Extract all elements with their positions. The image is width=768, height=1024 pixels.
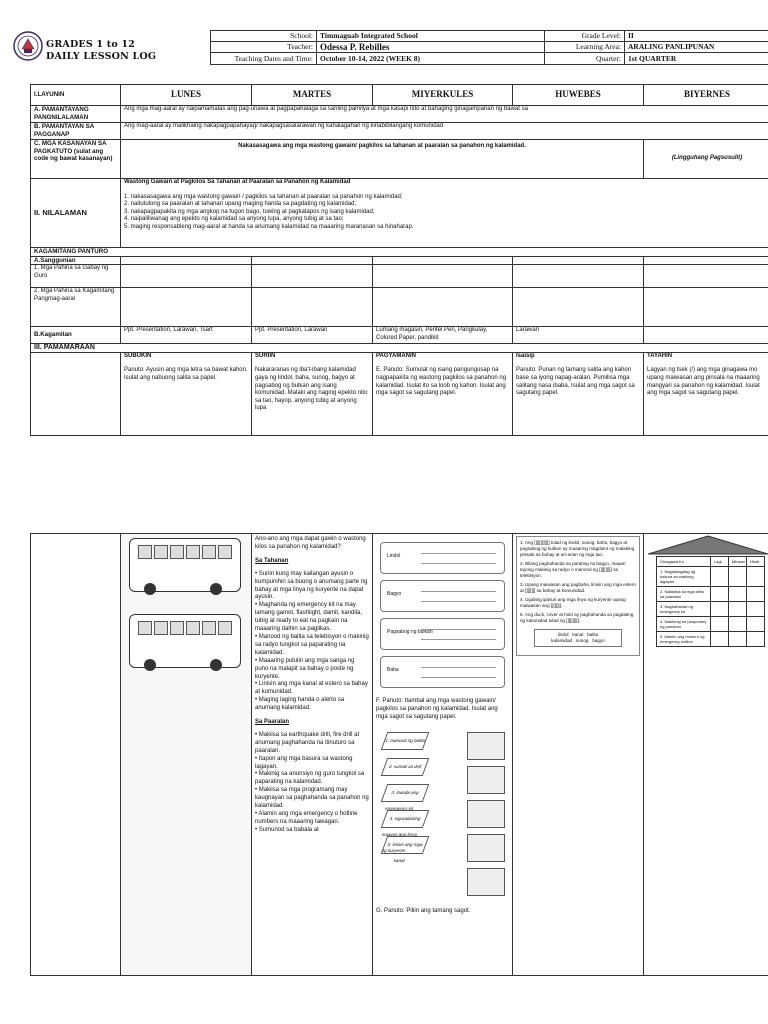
dates-label: Teaching Dates and Time: — [211, 53, 317, 65]
day-huwebes: HUWEBES — [513, 85, 644, 106]
teacher-label: Teacher: — [211, 42, 317, 53]
calamity-box — [380, 542, 505, 574]
choice: kalamidad — [551, 638, 573, 643]
choice: bagyo — [592, 638, 605, 643]
checklist-row: 1. Nagdadagdag ng basura sa wastong lagayan — [657, 567, 711, 587]
choice: sunog — [575, 638, 589, 643]
kasanayan-text: Nakasasagawa ang mga wastong gawain/ pagkilos sa tahanan at paaralan sa panahon ng kalamidad. — [121, 140, 644, 179]
nilalaman-label: II. NILALAMAN — [31, 179, 121, 248]
matching-item: 3. ihanda ang emergency kit — [381, 784, 430, 802]
proc-biyernes — [644, 352, 768, 435]
paaralan-item: • Makinig sa anunsiyo ng guro tungkol sa paparating na kalamidad. — [255, 771, 365, 786]
gabay-label: 1. Mga Pahina sa Gabay ng Guro — [31, 265, 121, 288]
nilalaman-title: Wastong Gawain at Pagkilos Sa Tahanan at Paaralan sa Panahon ng Kalamidad — [124, 179, 351, 185]
box-label: Bagyo — [387, 591, 402, 597]
box-label: Baha — [387, 667, 399, 673]
kagamitan-lunes: Ppt. Presentation, Larawan, Tsart — [121, 327, 252, 344]
proc-text: Panuto: Ayusin ang mga letra sa bawat kahon. Isulat ang nabuong salita sa papel. — [124, 367, 248, 381]
calamity-box — [380, 580, 505, 612]
proc-title: Isaisip — [516, 352, 535, 359]
proc-title: SUBUKIN — [124, 352, 152, 359]
pamantayan-pagganap-label: B. PAMANTAYAN SA PAGGANAP — [31, 123, 121, 140]
nilalaman-item: 2. naitutulong sa paaralan at tahanan upang maging handa sa pagdating ng kalamidad; — [124, 201, 357, 208]
pamamaraan-label: III. PAMAMARAAN — [31, 344, 768, 353]
proc-title: SURIIN — [255, 352, 276, 359]
nilalaman-item: 1. nakasasagawa ang mga wastong gawain / pagkilos sa tahanan at paaralan sa panahon ng kalamidad; — [124, 193, 403, 200]
grade-value: II — [625, 31, 768, 42]
proc-text: Nakararanas ng iba't-ibang kalamidad gaya ng lindol, baha, sunog, bagyo at pagsabog ng bulkan ang isang komunidad. Malaki ang naging epekto nito sa tao, hayop, anyong tubig at anyong lupa — [255, 367, 368, 412]
title-line-1: GRADES 1 to 12 — [46, 39, 135, 50]
matching-picture — [467, 834, 505, 862]
teacher-value: Odessa P. Rebilles — [317, 42, 545, 53]
quarter-value: 1st QUARTER — [625, 53, 768, 65]
paaralan-item: • Sumunod sa babala at — [255, 826, 319, 833]
miyerkules-activities — [373, 534, 513, 976]
paaralan-item: • Makiisa sa mga programang may kaugnayan sa paghahanda sa panahon ng kalamidad. — [255, 787, 369, 810]
word-choices — [534, 629, 622, 647]
title-line-2: DAILY LESSON LOG — [46, 51, 157, 62]
kagamitan-huwebes: Larawan — [513, 327, 644, 344]
checklist-row: 2. Nakikiisa sa mga drills sa paaralan — [657, 587, 711, 602]
matching-activity — [376, 728, 509, 908]
day-martes: MARTES — [252, 85, 373, 106]
choice: kanal — [572, 632, 584, 637]
proc-text: Lagyan ng tsek (/) ang mga ginagawa mo upang maiwasan ang pinsala na maaaring mangyari sa panahon ng kalamidad. Isulat ang mga sagot sa sagutang papel. — [647, 367, 760, 397]
matching-picture — [467, 868, 505, 896]
proc-martes — [252, 352, 373, 435]
proc-title: PAGYAMANIN — [376, 352, 417, 359]
sanggunian-label: A.Sanggunian — [31, 256, 121, 265]
matching-item: 4. siguraduhing maayos ang linya ng kuryente — [381, 810, 430, 828]
kagamitan-martes: Ppt. Presentation, Larawan — [252, 327, 373, 344]
proc-title: TAYAHIN — [647, 352, 673, 359]
layunin-label: I.LAYUNIN — [31, 85, 121, 106]
tahanan-item: • Suriin kung may kailangan ayusin o kumpunihin sa buong o anumang parte ng bahay at mga linya ng kuryente na dapat ayusin. — [255, 570, 368, 601]
bus-illustration — [129, 538, 241, 592]
lingguhang-pagsusulit: (Lingguhang Pagsusulit) — [644, 140, 768, 179]
box-label: Lindol — [387, 553, 401, 559]
tahanan-item: • Maaaring putulin ang mga sanga ng puno na malapit sa bahay o poste ng kuryente. — [255, 657, 355, 680]
proc-lunes — [121, 352, 252, 435]
area-value: ARALING PANLIPUNAN — [625, 42, 768, 53]
kasanayan-label: C. MGA KASANAYAN SA PAGKATUTO (sulat ang code ng bawat kasanayan) — [31, 140, 121, 179]
huwebes-activities — [513, 534, 644, 976]
header-info-table — [210, 30, 768, 65]
activities-table — [30, 533, 768, 976]
grade-label: Grade Level: — [545, 31, 625, 42]
deped-seal-icon — [13, 31, 43, 61]
day-miyerkules: MIYERKULES — [373, 85, 513, 106]
paaralan-item: • Makiisa sa earthquake drill, fire drill at anumang paghahanda na itinuturo sa paaralan. — [255, 731, 360, 754]
bus-illustration — [129, 614, 241, 668]
proc-text: E. Panuto: Sumulat ng isang pangungusap na nagpapakita ng wastong pagkilos sa panahon ng kalamidad. Isulat ito sa loob ng kahon. Isulat ang mga sagot sa sagutang papel. — [376, 367, 507, 397]
martes-activities — [252, 534, 373, 976]
tahanan-item: • Maging laging handa o alerto sa anumang kalamidad. — [255, 697, 345, 712]
checklist-row: 5. Alamin ang numero ng emergency hotline — [657, 632, 711, 647]
matching-item: 5. linisin ang mga kanal — [381, 836, 430, 854]
col-head: Minsan — [729, 557, 747, 567]
choice: lindol — [557, 632, 569, 637]
paaralan-item: • Itapon ang mga basura sa wastong lagayan. — [255, 755, 353, 770]
isaisip-item: 2. Bilang paghahanda sa parating na bagyo, maaari tayong makinig sa radyo o manood ng [][][][][] sa telebisyon. — [520, 561, 626, 578]
kagamitang-panturo-label: KAGAMITANG PANTURO — [31, 248, 768, 257]
proc-miyerkules — [373, 352, 513, 435]
pamantayang-pangnilalaman-text: Ang mga mag-aaral ay naipamamalas ang pag-unawa at pagpapahalaga sa sariling pamilya at mga kasapi nito at bahaging ginagampanan ng bawat sa — [121, 106, 768, 123]
school-value: Timmaguab Integrated School — [317, 31, 545, 42]
isaisip-item: 1. Ang [][][][][][] tulad ng lindol, sunog, baha, bagyo at pagsabog ng bulkan ay maaaring magdulot ng malaking pinsala sa buhay at ari-arian ng mga tao. — [520, 540, 635, 557]
paaralan-heading: Sa Paaralan — [255, 719, 290, 726]
matching-picture — [467, 766, 505, 794]
quarter-label: Quarter: — [545, 53, 625, 65]
f-panuto: F. Panuto: Itambal ang mga wastong gawain/ pagkilos sa panahon ng kalamidad. Isulat ang mga sagot sa sagutang papel. — [376, 698, 498, 720]
choice: balita — [587, 632, 599, 637]
school-label: School: — [211, 31, 317, 42]
matching-picture — [467, 732, 505, 760]
checklist-row: 4. Nakikinig sa (ampunan) ng panahon — [657, 617, 711, 632]
nilalaman-item: 4. naipaliliwanag ang epekto ng kalamidad sa anyong lupa, anyong tubig at sa tao; — [124, 216, 344, 223]
tahanan-heading: Sa Tahanan — [255, 557, 289, 564]
dll-title — [46, 39, 156, 63]
area-label: Learning Area: — [545, 42, 625, 53]
dates-value: October 10-14, 2022 (WEEK 8) — [317, 53, 545, 65]
isaisip-item: 3. Upang maiwasan ang pagbaha, linisin ang mga estero at [][][][] sa bahay at komunidad. — [520, 582, 636, 593]
lesson-log-table — [30, 84, 768, 436]
pangmag-label: 2. Mga Pahina sa Kagamitang Pangmag-aaral — [31, 288, 121, 327]
isaisip-item: 4. Ugaliing ipasuri ang mga linya ng kuryente upang maiwasan ang [][][][]. — [520, 597, 626, 608]
calamity-box — [380, 656, 505, 688]
checklist-table — [656, 556, 765, 647]
day-biyernes: BIYERNES — [644, 85, 768, 106]
biyernes-activities — [644, 534, 768, 976]
nilalaman-item: 3. nakapagpapakita ng mga angkop na tugon bago, tuwing at pagkatapos ng isang kalamidad; — [124, 208, 375, 215]
calamity-box — [380, 618, 505, 650]
g-panuto: G. Panuto: Piliin ang tamang sagot. — [376, 907, 471, 914]
nilalaman-item: 5. maging responsableng mag-aaral at handa sa anumang kalamidad na maaaring maranasan sa hinaharap. — [124, 223, 414, 230]
matching-picture — [467, 800, 505, 828]
tahanan-item: • Linisin ang mga kanal at estero sa bahay at komunidad. — [255, 681, 368, 696]
day-lunes: LUNES — [121, 85, 252, 106]
kagamitan-label: B.Kagamitan — [31, 327, 121, 344]
paaralan-item: • Alamin ang mga emergency o hotline numbers na maaaring tawagan. — [255, 811, 358, 825]
checklist-row: 3. Naghahanda ng emergency kit — [657, 602, 711, 617]
house-roof-icon — [648, 534, 768, 556]
col-head: Ginagawa Ko — [657, 557, 711, 567]
proc-huwebes — [513, 352, 644, 435]
kagamitan-biyernes — [644, 327, 768, 344]
nilalaman-content — [121, 179, 768, 248]
tahanan-item: • Manood ng balita sa telebisyon o makinig sa radyo tungkol sa paparating na kalamidad. — [255, 633, 369, 656]
tahanan-item: • Maghanda ng emergency kit na may lamang gamot, flashlight, damit, kandila, tubig at ready to eat na pagkain na maaaring dalhin sa paglikas. — [255, 602, 363, 633]
isaisip-item: 5. Ang duck, cover at hold ay paghahanda sa pagdating ng kalamidad tulad ng [][][][][]. — [520, 612, 634, 623]
matching-item: 2. sumali sa drill — [381, 758, 430, 776]
bus-illustrations — [121, 534, 252, 976]
box-label: Pagsabog ng bulkan — [387, 629, 433, 635]
pamantayang-pangnilalaman-label: A. PAMANTAYANG PANGNILALAMAN — [31, 106, 121, 123]
matching-item: 1. manood ng balita — [381, 732, 430, 750]
proc-text: Panuto: Punan ng tamang salita ang kahon base sa iyong napag-aralan. Pumilisa mga salitang nasa ibaba. Isulat ang mga sagot sa sagutang papel. — [516, 367, 635, 397]
pamantayan-pagganap-text: Ang mag-aaral ay malikhaing nakapagpapahayag/ nakapagsasalarawan ng kahalagahan ng kinabibilangang komunidad — [121, 123, 768, 140]
kagamitan-miyerkules: Lumang magasin, Pentel Pen, Pangkulay, Colored Paper, pandikit — [373, 327, 513, 344]
martes-question: Ano-ano ang mga dapat gawin o wastong kilos sa panahon ng kalamidad? — [255, 536, 366, 550]
col-head: Lagi — [711, 557, 729, 567]
col-head: Hindi — [747, 557, 765, 567]
